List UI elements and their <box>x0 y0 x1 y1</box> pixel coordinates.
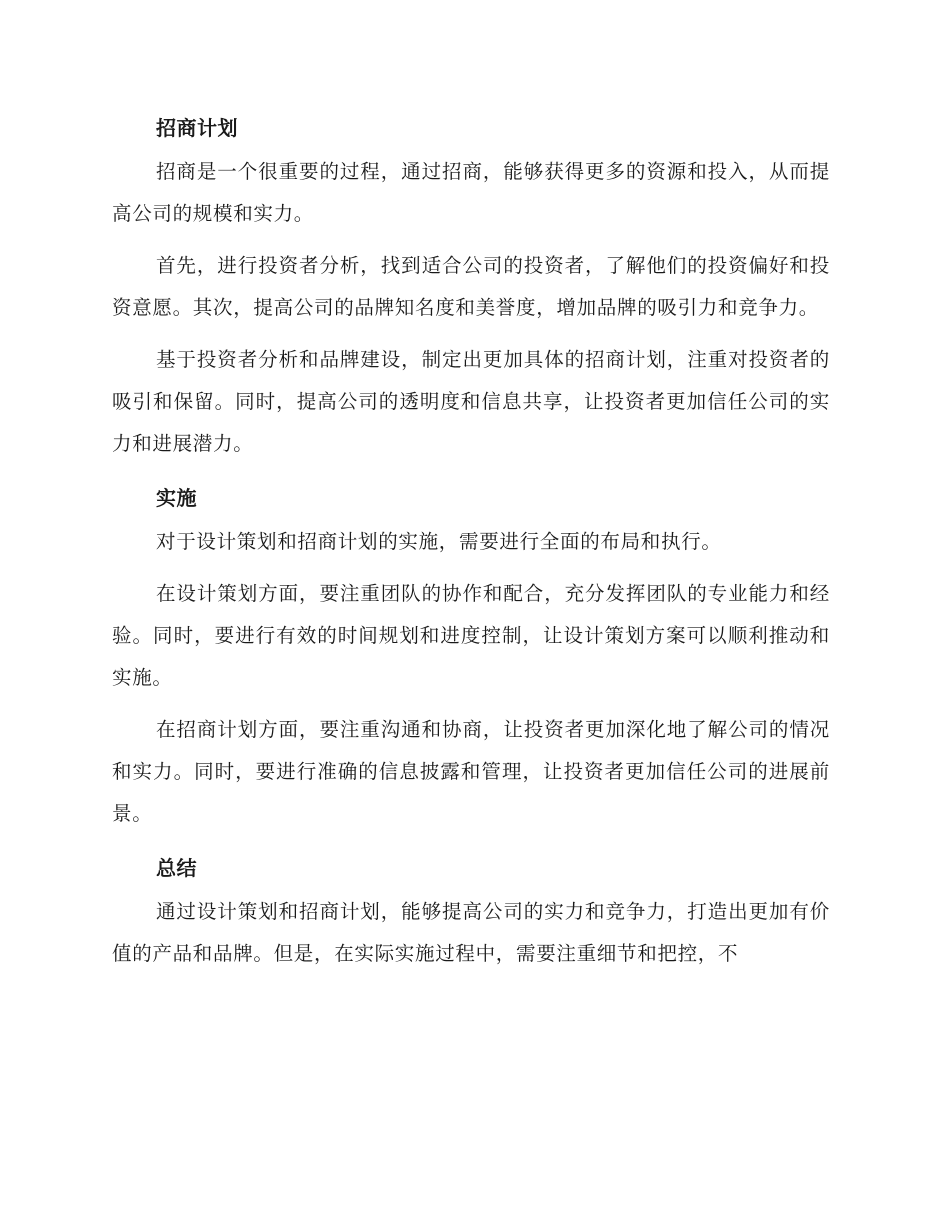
paragraph: 基于投资者分析和品牌建设，制定出更加具体的招商计划，注重对投资者的吸引和保留。同时，提高公司的透明度和信息共享，让投资者更加信任公司的实力和进展潜力。 <box>112 348 830 455</box>
paragraph: 通过设计策划和招商计划，能够提高公司的实力和竞争力，打造出更加有价值的产品和品牌。但是，在实际实施过程中，需要注重细节和把控，不 <box>112 900 830 965</box>
paragraph: 在设计策划方面，要注重团队的协作和配合，充分发挥团队的专业能力和经验。同时，要进行有效的时间规划和进度控制，让设计策划方案可以顺利推动和实施。 <box>112 582 830 689</box>
section-heading-implementation: 实施 <box>156 486 197 510</box>
paragraph: 招商是一个很重要的过程，通过招商，能够获得更多的资源和投入，从而提高公司的规模和实力。 <box>112 160 830 225</box>
paragraph: 对于设计策划和招商计划的实施，需要进行全面的布局和执行。 <box>156 530 722 553</box>
paragraph: 在招商计划方面，要注重沟通和协商，让投资者更加深化地了解公司的情况和实力。同时，要进行准确的信息披露和管理，让投资者更加信任公司的进展前景。 <box>112 718 830 825</box>
section-heading-investment-plan: 招商计划 <box>156 116 238 140</box>
paragraph: 首先，进行投资者分析，找到适合公司的投资者，了解他们的投资偏好和投资意愿。其次，提高公司的品牌知名度和美誉度，增加品牌的吸引力和竞争力。 <box>112 254 830 319</box>
section-heading-summary: 总结 <box>156 856 197 880</box>
document-body <box>112 105 830 985</box>
